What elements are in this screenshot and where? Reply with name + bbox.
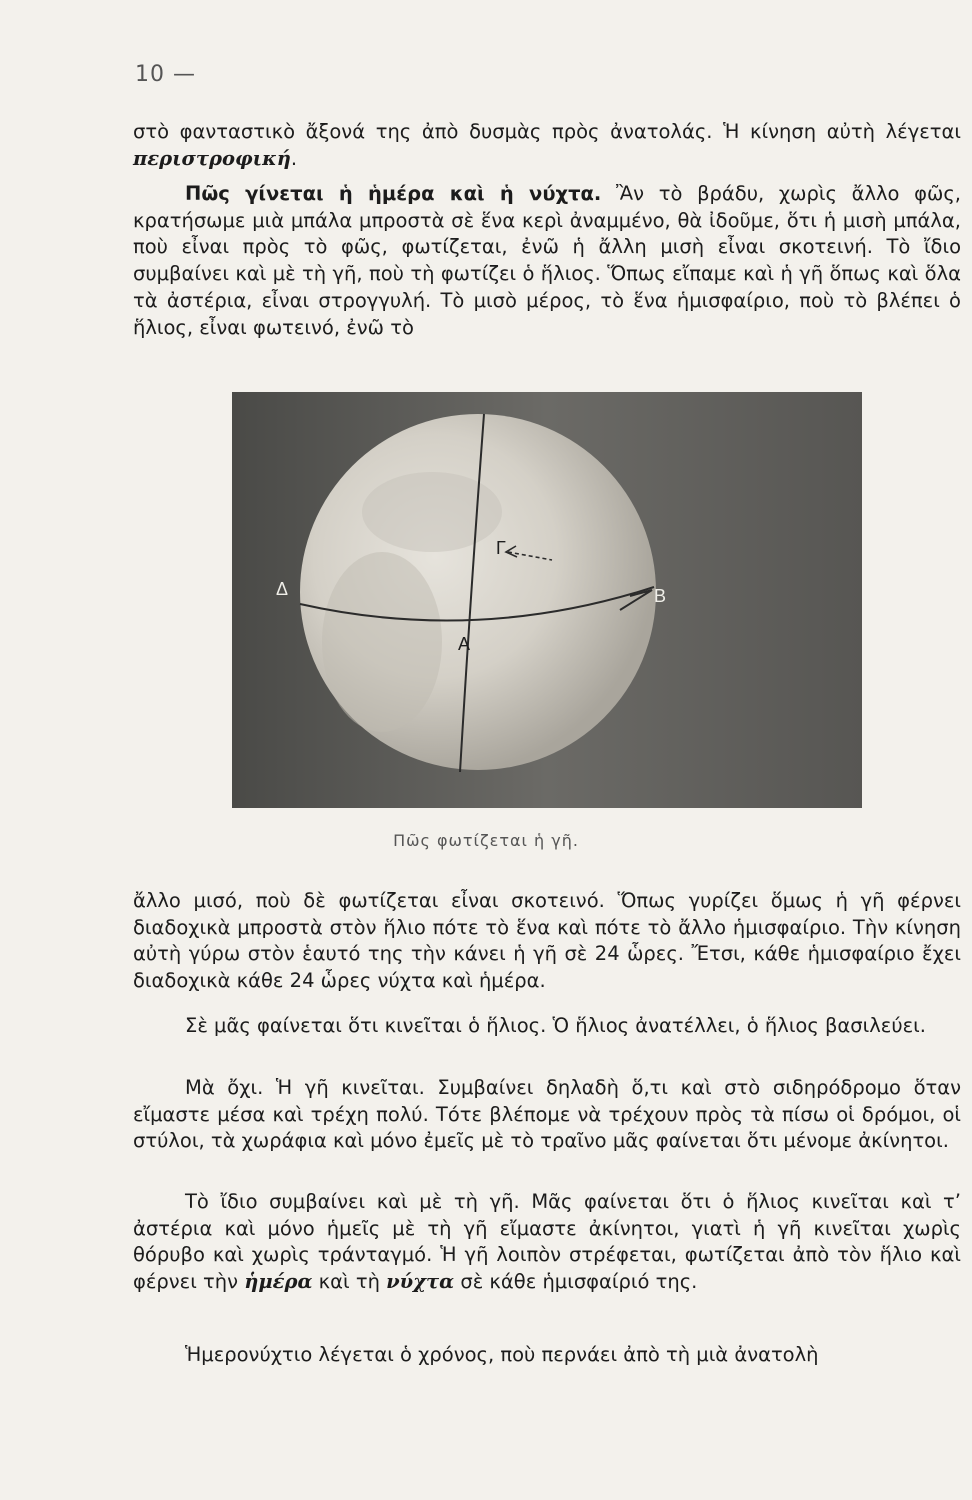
paragraph-earth-moves-mid: καὶ τὴ [312,1270,387,1294]
paragraph-day-definition: Ἡμερονύχτιο λέγεται ὁ χρόνος, ποὺ περνάει ἀπὸ τὴ μιὰ ἀνατολὴ [185,1343,819,1366]
term-night: νύχτα [386,1270,455,1294]
label-alpha: Α [458,634,471,654]
paragraph-earth-moves-text: Τὸ ἴδιο συμβαίνει καὶ μὲ τὴ γῆ. Μᾶς φαίνεται ὅτι ὁ ἥλιος κινεῖται καὶ τ’ ἀστέρια καὶ μόνο ἡμεῖς μὲ τὴ γῆ εἴμαστε ἀκίνητοι, γιατὶ ἡ γῆ κινεῖται χωρὶς θόρυβο καὶ χωρὶς τράνταγμό. Ἡ γῆ λοιπὸν στρέφεται, φωτίζεται ἀπὸ τὸν ἥλιο καὶ φέρνει τὴν [133,1190,961,1294]
paragraph-earth-moves-end: σὲ κάθε ἡμισφαίριό της. [454,1270,698,1294]
earth-illumination-figure [232,392,862,808]
term-day: ἡμέρα [244,1270,313,1294]
paragraph-day-night [133,181,961,341]
term-rotational: περιστροφική [133,146,291,170]
label-beta: Β [654,586,667,606]
page-number: 10 — [135,62,196,87]
paragraph-earth-moves [133,1189,961,1296]
paragraph-alternation: ἄλλο μισό, ποὺ δὲ φωτίζεται εἶναι σκοτεινό. Ὅπως γυρίζει ὅμως ἡ γῆ φέρνει διαδοχικὰ μπροστὰ στὸν ἥλιο πότε τὸ ἕνα καὶ πότε τὸ ἄλλο ἡμισφαίριο. Τὴν κίνηση αὐτὴ γύρω στὸν ἑαυτό της τὴν κάνει ἡ γῆ σὲ 24 ὧρες. Ἔτσι, κάθε ἡμισφαίριο ἔχει διαδοχικὰ κάθε 24 ὧρες νύχτα καὶ ἡμέρα. [133,889,961,993]
globe-landmass [322,552,442,732]
paragraph-rotation [133,119,961,172]
paragraph-day-night-text: Ἂν τὸ βράδυ, χωρὶς ἄλλο φῶς, κρατήσωμε μιὰ μπάλα μπροστὰ σὲ ἕνα κερὶ ἀναμμένο, θὰ ἰδοῦμε, ὅτι ἡ μισὴ μπάλα, ποὺ εἶναι πρὸς τὸ φῶς, φωτίζεται, ἐνῶ ἡ ἄλλη μισὴ εἶναι σκοτεινή. Τὸ ἴδιο συμβαίνει καὶ μὲ τὴ γῆ, ποὺ τὴ φωτίζει ὁ ἥλιος. Ὅπως εἴπαμε καὶ ἡ γῆ ὅπως καὶ ὅλα τὰ ἀστέρια, εἶναι στρογγυλή. Τὸ μισὸ μέρος, τὸ ἕνα ἡμισφαίριο, ποὺ τὸ βλέπει ὁ ἥλιος, εἶναι φωτεινό, ἐνῶ τὸ [133,182,961,339]
label-delta: Δ [276,579,289,599]
section-heading: Πῶς γίνεται ἡ ἡμέρα καὶ ἡ νύχτα. [185,182,602,205]
paragraph-train-analogy: Μὰ ὄχι. Ἡ γῆ κινεῖται. Συμβαίνει δηλαδὴ ὅ,τι καὶ στὸ σιδηρόδρομο ὅταν εἴμαστε μέσα καὶ τρέχη πολύ. Τότε βλέπομε νὰ τρέχουν πρὸς τὰ πίσω οἱ δρόμοι, οἱ στύλοι, τὰ χωράφια καὶ μόνο ἐμεῖς μὲ τὸ τραῖνο μᾶς φαίνεται ὅτι μένομε ἀκίνητοι. [133,1076,961,1153]
paragraph-rotation-end: . [290,146,298,170]
figure-caption: Πῶς φωτίζεται ἡ γῆ. [393,831,579,850]
paragraph-sun-appears: Σὲ μᾶς φαίνεται ὅτι κινεῖται ὁ ἥλιος. Ὁ ἥλιος ἀνατέλλει, ὁ ἥλιος βασιλεύει. [185,1014,926,1037]
globe-landmass-north [362,472,502,552]
label-gamma: Γ [496,538,506,558]
paragraph-rotation-text: στὸ φανταστικὸ ἄξονά της ἀπὸ δυσμὰς πρὸς ἀνατολάς. Ἡ κίνηση αὐτὴ λέγεται [133,120,961,143]
